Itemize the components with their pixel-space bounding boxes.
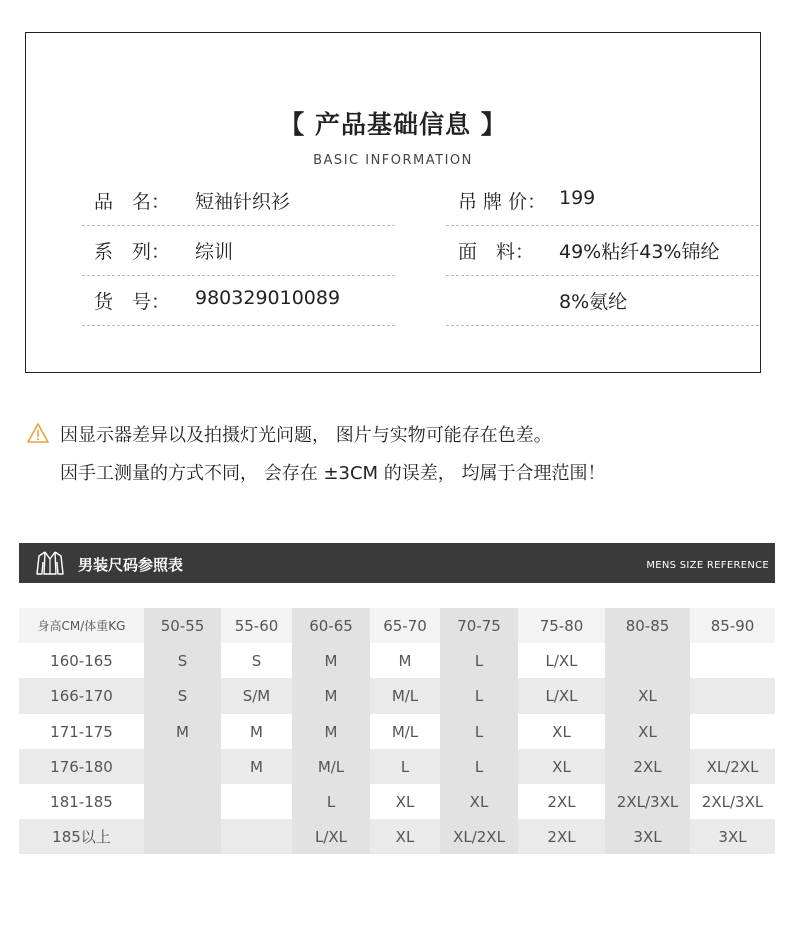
size-cell: L/XL [292,819,370,854]
corner-header: 身高CM/体重KG [19,608,144,643]
size-cell: M [221,749,292,784]
size-cell: L/XL [518,678,605,714]
size-cell: M [292,714,370,749]
basic-info-panel [25,32,761,373]
size-cell: XL [605,678,690,714]
info-label: 品 名： [94,191,171,213]
size-cell: M [370,643,440,678]
size-cell [144,784,221,819]
info-row-series [82,226,395,276]
info-row-fabric [446,226,759,276]
size-cell [690,678,775,714]
size-cell: M [292,643,370,678]
info-value: 综训 [195,241,234,263]
height-header: 171-175 [19,714,144,749]
size-cell [605,643,690,678]
size-cell [690,714,775,749]
weight-header: 70-75 [440,608,518,643]
warning-icon [27,422,49,444]
height-header: 185以上 [19,819,144,854]
size-cell: L [440,749,518,784]
info-label: 系 列： [94,241,171,263]
size-cell [144,749,221,784]
info-value: 980329010089 [195,287,341,309]
size-chart-subtitle: MENS SIZE REFERENCE [646,560,769,571]
size-cell: M/L [370,678,440,714]
jacket-icon [36,550,64,576]
weight-header: 55-60 [221,608,292,643]
size-cell: L [292,784,370,819]
notice-line-2: 因手工测量的方式不同， 会存在 ±3CM 的误差， 均属于合理范围！ [60,463,606,484]
weight-header: 50-55 [144,608,221,643]
info-row-fabric-cont [446,276,759,326]
size-cell: XL/2XL [440,819,518,854]
height-header: 176-180 [19,749,144,784]
size-cell: XL [605,714,690,749]
size-cell: S [144,643,221,678]
size-chart-header [19,543,775,583]
info-subtitle: BASIC INFORMATION [313,153,473,168]
size-cell [221,819,292,854]
size-cell: XL [370,819,440,854]
info-label: 吊 牌 价： [458,191,547,213]
size-cell: L [440,714,518,749]
size-cell: L/XL [518,643,605,678]
size-cell: M/L [370,714,440,749]
size-cell: L [440,643,518,678]
notice-line-1: 因显示器差异以及拍摄灯光问题， 图片与实物可能存在色差。 [60,425,552,446]
info-row-price [446,176,759,226]
size-cell: L [370,749,440,784]
size-cell: M/L [292,749,370,784]
size-table [19,608,775,854]
size-cell [221,784,292,819]
info-title: 【 产品基础信息 】 [279,110,507,139]
info-value: 49%粘纤43%锦纶 [559,241,720,263]
weight-header: 85-90 [690,608,775,643]
weight-header: 60-65 [292,608,370,643]
info-row-name [82,176,395,226]
info-value: 8%氨纶 [559,291,628,313]
size-cell: 2XL/3XL [690,784,775,819]
size-cell: 2XL [518,784,605,819]
size-cell [144,819,221,854]
weight-header: 65-70 [370,608,440,643]
height-header: 181-185 [19,784,144,819]
size-cell: XL [370,784,440,819]
size-cell [690,643,775,678]
size-cell: M [144,714,221,749]
weight-header: 75-80 [518,608,605,643]
info-row-item-number [82,276,395,326]
info-value: 短袖针织衫 [195,191,291,213]
size-cell: 3XL [605,819,690,854]
size-cell: 2XL/3XL [605,784,690,819]
size-cell: L [440,678,518,714]
size-cell: 2XL [518,819,605,854]
size-cell: 3XL [690,819,775,854]
size-cell: S [144,678,221,714]
height-header: 166-170 [19,678,144,714]
size-cell: XL [440,784,518,819]
size-cell: S [221,643,292,678]
info-label: 货 号： [94,291,171,313]
size-cell: M [221,714,292,749]
size-cell: XL/2XL [690,749,775,784]
size-cell: M [292,678,370,714]
size-cell: XL [518,749,605,784]
info-label: 面 料： [458,241,535,263]
info-value: 199 [559,187,596,209]
size-cell: S/M [221,678,292,714]
weight-header: 80-85 [605,608,690,643]
size-chart-title: 男装尺码参照表 [78,556,184,574]
height-header: 160-165 [19,643,144,678]
size-cell: XL [518,714,605,749]
size-cell: 2XL [605,749,690,784]
